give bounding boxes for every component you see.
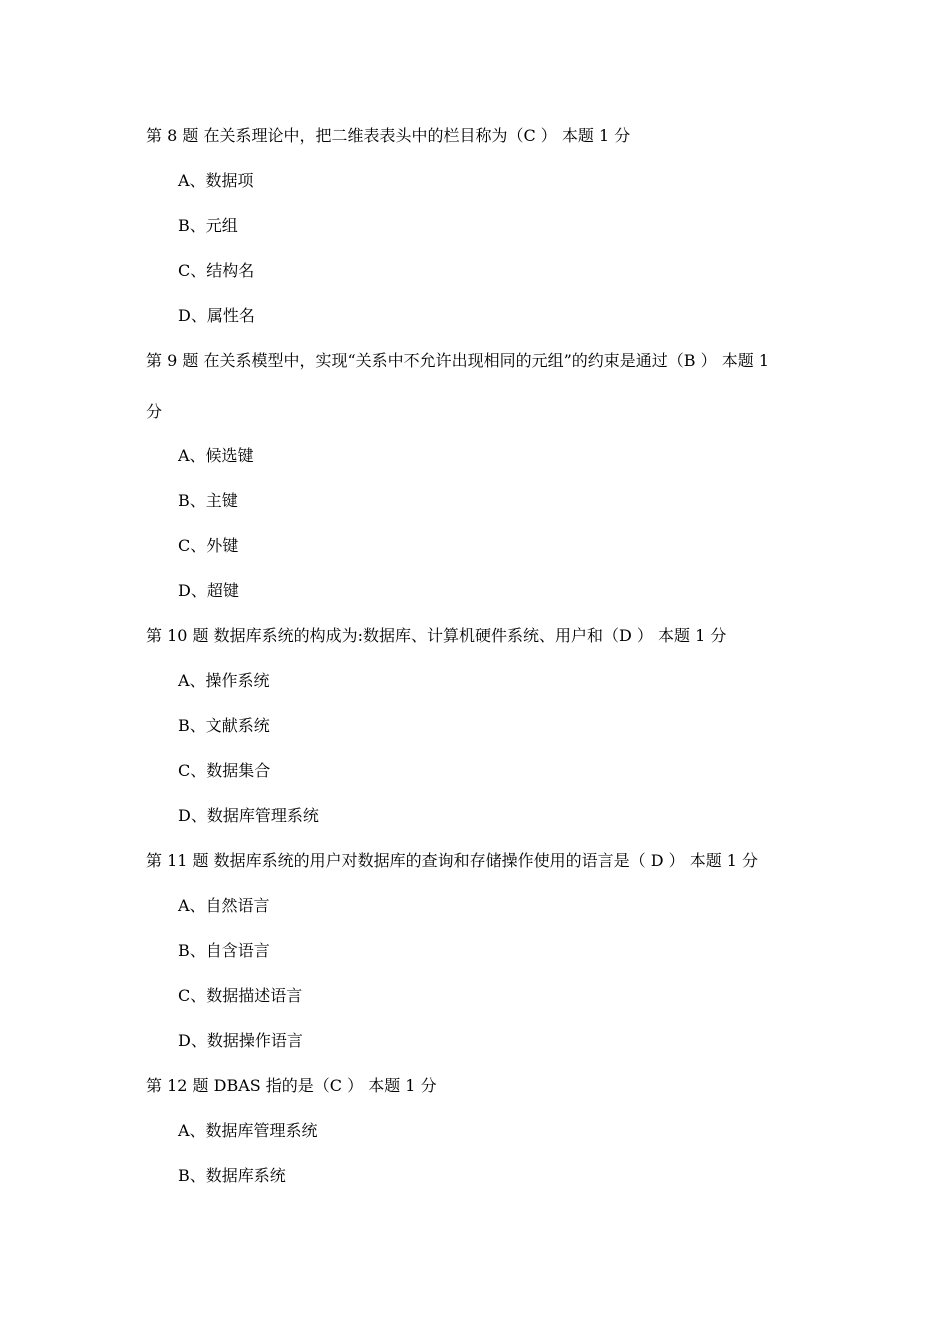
question-12-title: 第 12 题 DBAS 指的是（C ） 本题 1 分 [146, 1076, 437, 1095]
question-9-title-continued: 分 [146, 402, 163, 421]
question-9-option-a: A、候选键 [178, 446, 254, 465]
question-10-title: 第 10 题 数据库系统的构成为:数据库、计算机硬件系统、用户和（D ） 本题 1 分 [146, 626, 727, 645]
question-12-option-b: B、数据库系统 [178, 1166, 286, 1185]
question-8-option-a: A、数据项 [178, 171, 254, 190]
question-10-option-a: A、操作系统 [178, 671, 270, 690]
question-11-option-d: D、数据操作语言 [178, 1031, 303, 1050]
question-9-title: 第 9 题 在关系模型中，实现“关系中不允许出现相同的元组”的约束是通过（B ） 本题 1 [146, 351, 769, 370]
question-10-option-d: D、数据库管理系统 [178, 806, 319, 825]
question-8-title: 第 8 题 在关系理论中，把二维表表头中的栏目称为（C ） 本题 1 分 [146, 126, 631, 145]
question-11-title: 第 11 题 数据库系统的用户对数据库的查询和存储操作使用的语言是（ D ） 本题 1 分 [146, 851, 759, 870]
question-11-option-a: A、自然语言 [178, 896, 270, 915]
question-9-option-b: B、主键 [178, 491, 238, 510]
question-8-option-d: D、属性名 [178, 306, 255, 325]
question-8-option-c: C、结构名 [178, 261, 255, 280]
question-12-option-a: A、数据库管理系统 [178, 1121, 318, 1140]
question-10-option-c: C、数据集合 [178, 761, 271, 780]
question-10-option-b: B、文献系统 [178, 716, 270, 735]
question-9-option-d: D、超键 [178, 581, 239, 600]
question-11-option-c: C、数据描述语言 [178, 986, 303, 1005]
question-9-option-c: C、外键 [178, 536, 239, 555]
question-11-option-b: B、自含语言 [178, 941, 270, 960]
question-8-option-b: B、元组 [178, 216, 238, 235]
